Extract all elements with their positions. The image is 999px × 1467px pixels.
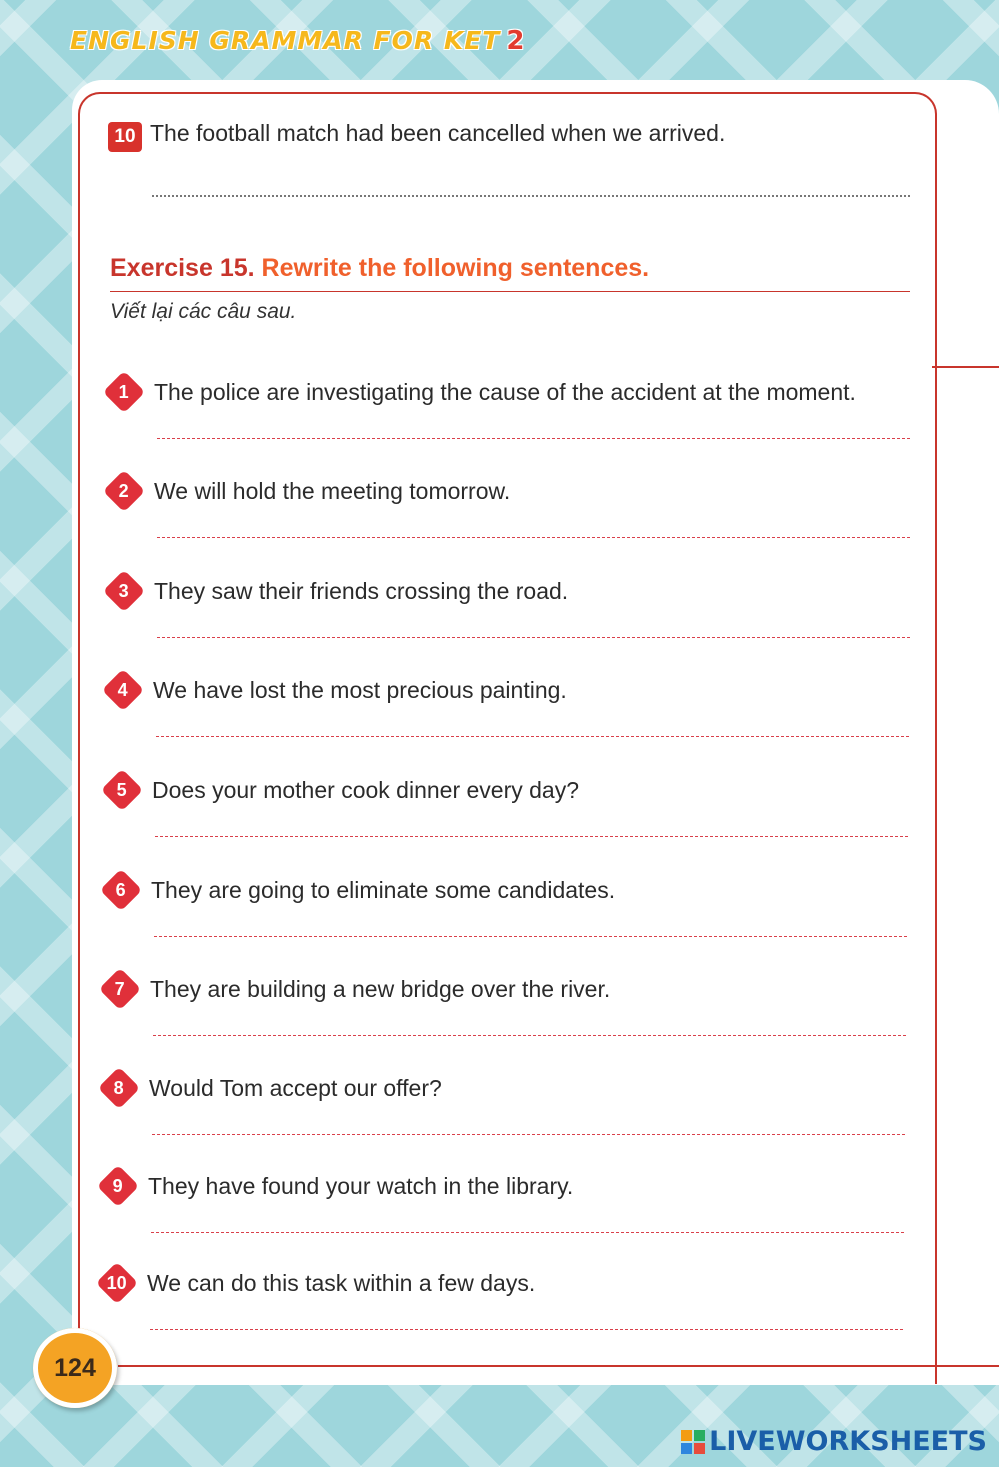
question-text: We have lost the most precious painting. [153,676,567,703]
question-number-badge: 7 [100,969,140,1009]
question-item [108,776,908,804]
question-number-badge: 2 [104,471,144,511]
question-number-badge: 4 [103,670,143,710]
question-number-badge: 8 [99,1068,139,1108]
item-text: The football match had been cancelled when we arrived. [150,120,726,146]
item-number-badge: 10 [108,122,142,152]
exercise-subtitle: Viết lại các câu sau. [110,300,297,323]
question-text: We will hold the meeting tomorrow. [154,477,511,504]
question-item [109,676,909,704]
question-number-badge: 6 [101,870,141,910]
logo-text: LIVEWORKSHEETS [709,1426,987,1457]
answer-line[interactable] [157,537,910,538]
answer-line[interactable] [157,637,910,638]
exercise-label: Exercise 15. [110,254,255,282]
question-number-badge: 9 [98,1166,138,1206]
page-number-badge: 124 [33,1328,117,1408]
question-item [107,876,907,904]
exercise-instruction: Rewrite the following sentences. [261,254,650,282]
question-item [110,378,910,406]
answer-line[interactable] [151,1232,904,1233]
answer-line[interactable] [153,1035,906,1036]
page-panel-extension [930,355,999,1385]
question-text: The police are investigating the cause of the accident at the moment. [154,378,856,405]
volume-number: 2 [506,26,526,56]
answer-line[interactable] [150,1329,903,1330]
question-text: We can do this task within a few days. [147,1269,536,1296]
answer-line[interactable] [157,438,910,439]
question-text: They saw their friends crossing the road. [154,577,569,604]
question-number-badge: 1 [104,372,144,412]
panel-border-extension [932,366,999,368]
question-text: They have found your watch in the library. [148,1172,574,1199]
question-item [104,1172,904,1200]
question-number-badge: 3 [104,571,144,611]
liveworksheets-logo[interactable] [681,1426,987,1457]
question-item [110,577,910,605]
question-text: They are going to eliminate some candidates. [151,876,616,903]
answer-line[interactable] [152,195,910,197]
question-item [103,1269,903,1297]
page-header [70,26,525,56]
logo-icon [681,1430,705,1454]
answer-line[interactable] [154,936,907,937]
book-title: ENGLISH GRAMMAR FOR KET [70,26,501,55]
question-item [106,975,906,1003]
question-text: Does your mother cook dinner every day? [152,776,579,803]
question-text: They are building a new bridge over the river. [150,975,611,1002]
previous-exercise-item [108,120,918,152]
question-number-badge: 5 [102,770,142,810]
question-number-badge: 10 [97,1263,137,1303]
bottom-rule [118,1365,999,1367]
answer-line[interactable] [156,736,909,737]
answer-line[interactable] [152,1134,905,1135]
exercise-title [110,254,910,292]
answer-line[interactable] [155,836,908,837]
question-text: Would Tom accept our offer? [149,1074,442,1101]
question-item [105,1074,905,1102]
question-item [110,477,910,505]
